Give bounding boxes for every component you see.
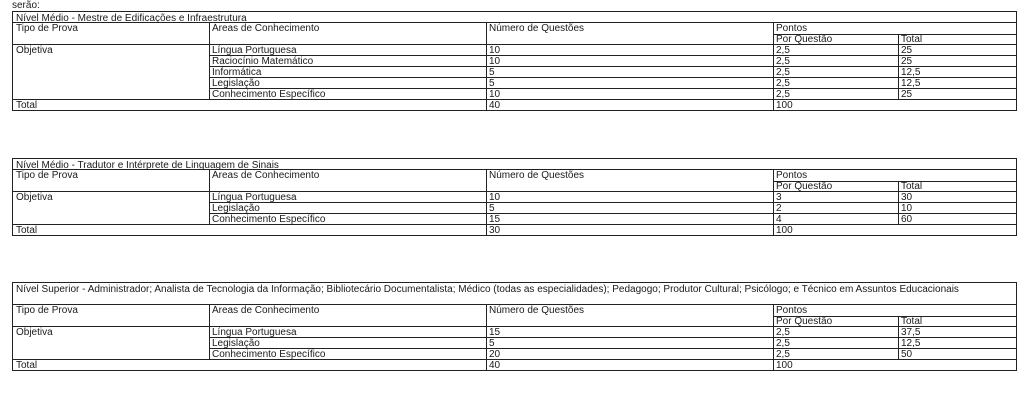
header-divider [13,326,1016,327]
pontos-total: 12,5 [901,67,921,78]
row-divider [209,348,1016,349]
pontos-por-questao: 2,5 [776,89,790,100]
row-divider [209,213,1016,214]
header-divider [13,191,1016,192]
exam-table [12,158,1017,236]
pontos-por-questao: 4 [776,214,782,225]
pontos-divider [773,316,1016,317]
total-numero: 40 [489,100,501,111]
numero-questoes: 5 [489,203,495,214]
numero-questoes: 5 [489,338,495,349]
total-divider [13,359,1016,360]
intro-text-content: serão: [12,0,40,11]
pontos-por-questao: 2,5 [776,78,790,89]
header-total: Total [901,316,923,327]
tipo-value: Objetiva [16,192,53,203]
col-divider-total [898,316,899,359]
col-divider-pontos [773,170,774,235]
numero-questoes: 15 [489,327,501,338]
col-divider-numero [486,23,487,110]
header-por-questao: Por Questão [776,316,833,327]
header-areas: Áreas de Conhecimento [212,23,320,34]
numero-questoes: 5 [489,67,495,78]
area-name: Legislação [212,78,260,89]
intro-text [12,0,1012,11]
area-name: Conhecimento Específico [212,89,326,100]
area-name: Legislação [212,203,260,214]
header-por-questao: Por Questão [776,34,833,45]
exam-table [12,11,1017,111]
header-numero: Número de Questões [489,23,585,34]
pontos-total: 30 [901,192,913,203]
total-label: Total [16,100,38,111]
pontos-por-questao: 2 [776,203,782,214]
header-numero: Número de Questões [489,305,585,316]
col-divider-total [898,181,899,224]
pontos-total: 50 [901,349,913,360]
row-divider [209,88,1016,89]
header-areas: Áreas de Conhecimento [212,170,320,181]
total-pontos: 100 [776,225,793,236]
header-total: Total [901,181,923,192]
row-divider [209,202,1016,203]
area-name: Raciocínio Matemático [212,56,314,67]
tipo-value: Objetiva [16,327,53,338]
area-name: Legislação [212,338,260,349]
total-pontos: 100 [776,100,793,111]
pontos-total: 25 [901,56,913,67]
pontos-total: 10 [901,203,913,214]
area-name: Língua Portuguesa [212,327,297,338]
row-divider [209,77,1016,78]
col-divider-total [898,34,899,99]
header-tipo-de-prova: Tipo de Prova [16,23,78,34]
total-pontos: 100 [776,360,793,371]
total-divider [13,224,1016,225]
header-total: Total [901,34,923,45]
total-label: Total [16,360,38,371]
pontos-total: 25 [901,89,913,100]
numero-questoes: 15 [489,214,501,225]
numero-questoes: 20 [489,349,501,360]
header-pontos: Pontos [776,305,808,316]
header-pontos: Pontos [776,23,808,34]
col-divider-numero [486,305,487,370]
pontos-por-questao: 2,5 [776,338,790,349]
pontos-por-questao: 3 [776,192,782,203]
pontos-total: 37,5 [901,327,921,338]
pontos-divider [773,181,1016,182]
pontos-por-questao: 2,5 [776,67,790,78]
row-divider [209,337,1016,338]
header-numero: Número de Questões [489,170,585,181]
tipo-value: Objetiva [16,45,53,56]
pontos-por-questao: 2,5 [776,56,790,67]
area-name: Conhecimento Específico [212,349,326,360]
pontos-por-questao: 2,5 [776,327,790,338]
total-label: Total [16,225,38,236]
header-por-questao: Por Questão [776,181,833,192]
table-title: Nível Médio - Tradutor e Intérprete de Linguagem de Sinais [13,159,1016,170]
pontos-total: 12,5 [901,78,921,89]
area-name: Conhecimento Específico [212,214,326,225]
col-divider-areas [209,23,210,99]
header-pontos: Pontos [776,170,808,181]
area-name: Informática [212,67,262,78]
exam-table [12,282,1017,371]
header-tipo-de-prova: Tipo de Prova [16,305,78,316]
total-numero: 40 [489,360,501,371]
col-divider-pontos [773,23,774,110]
row-divider [209,66,1016,67]
total-numero: 30 [489,225,501,236]
table-title: Nível Médio - Mestre de Edificações e Infraestrutura [13,12,1016,23]
numero-questoes: 10 [489,89,501,100]
col-divider-areas [209,170,210,224]
numero-questoes: 10 [489,45,501,56]
pontos-por-questao: 2,5 [776,349,790,360]
area-name: Língua Portuguesa [212,192,297,203]
table-title: Nível Superior - Administrador; Analista de Tecnologia da Informação; Bibliotecário Documentalista; Médico (todas as especialidades); Pedagogo; Produtor Cultural; Psicólogo; e Técnico em Assuntos Educacionais [13,283,1016,305]
col-divider-numero [486,170,487,235]
pontos-total: 60 [901,214,913,225]
pontos-total: 25 [901,45,913,56]
numero-questoes: 5 [489,78,495,89]
numero-questoes: 10 [489,192,501,203]
area-name: Língua Portuguesa [212,45,297,56]
pontos-por-questao: 2,5 [776,45,790,56]
header-areas: Áreas de Conhecimento [212,305,320,316]
header-tipo-de-prova: Tipo de Prova [16,170,78,181]
numero-questoes: 10 [489,56,501,67]
pontos-total: 12,5 [901,338,921,349]
row-divider [209,55,1016,56]
col-divider-areas [209,305,210,359]
total-divider [13,99,1016,100]
col-divider-pontos [773,305,774,370]
pontos-divider [773,34,1016,35]
header-divider [13,44,1016,45]
